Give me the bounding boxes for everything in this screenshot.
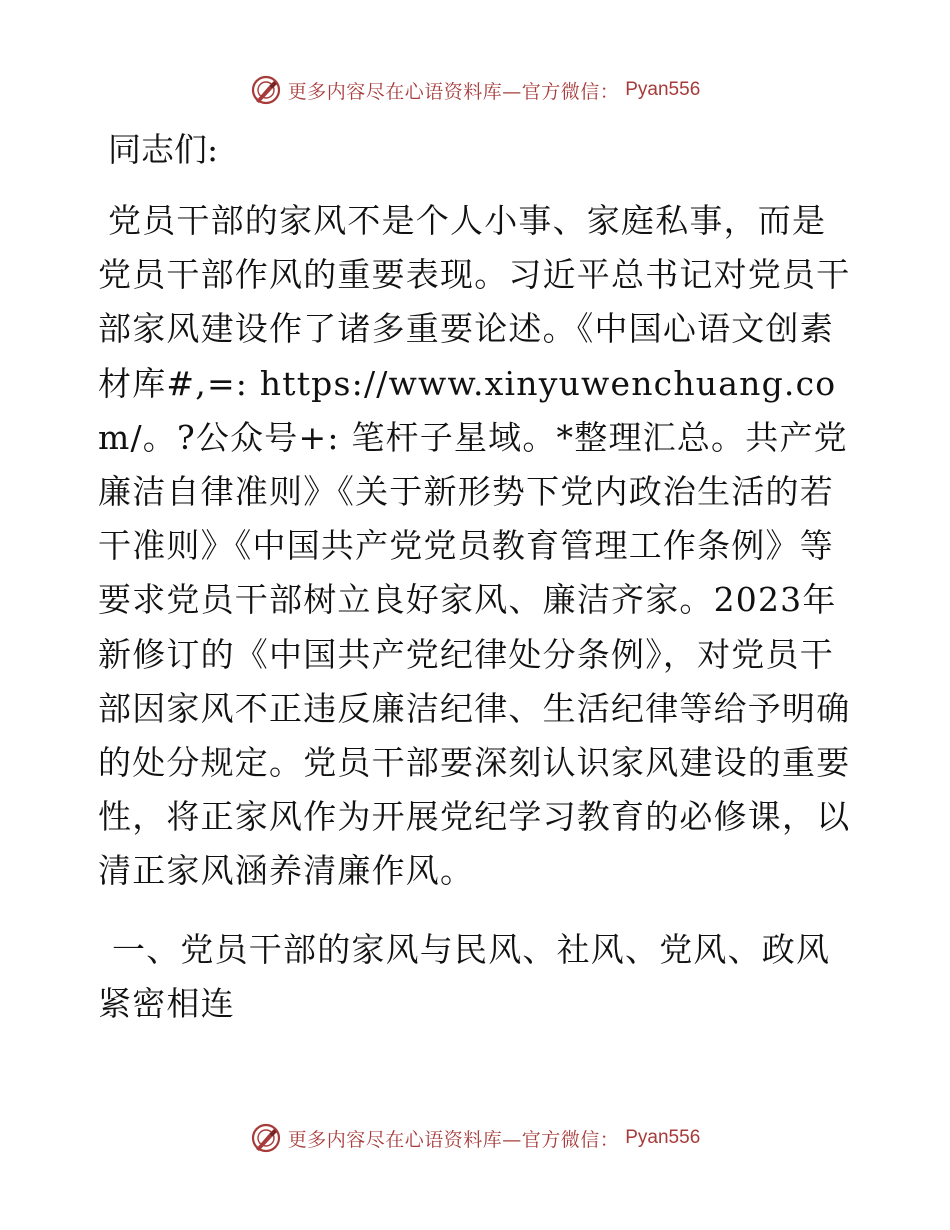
watermark-text: 更多内容尽在心语资料库—官方微信：	[287, 80, 620, 103]
watermark-wechat-id: Pyan556	[625, 1127, 701, 1148]
body-paragraph: 党员干部的家风不是个人小事、家庭私事，而是党员干部作风的重要表现。习近平总书记对党员干部家风建设作了诸多重要论述。《中国心语文创素材库#,=: https://www.xinyuwenchuang.com/。?公众号+: 笔杆子星域。*整理汇总。共产党廉洁自律准则》《关于新形势下党内政治生活的若干准则》《中国共产党党员教育管理工作条例》等要求党员干部树立良好家风、廉洁齐家。2023年新修订的《中国共产党纪律处分条例》，对党员干部因家风不正违反廉洁纪律、生活纪律等给予明确的处分规定。党员干部要深刻认识家风建设的重要性，将正家风作为开展党纪学习教育的必修课，以清正家风涵养清廉作风。	[98, 201, 851, 891]
watermark-text: 更多内容尽在心语资料库—官方微信：	[287, 1128, 620, 1151]
document-body	[98, 122, 858, 1031]
pen-logo-icon	[250, 1122, 282, 1154]
greeting: 同志们:	[108, 130, 219, 169]
footer-watermark	[0, 1118, 950, 1158]
header-watermark	[0, 70, 950, 110]
section-heading: 一、党员干部的家风与民风、社风、党风、政风紧密相连	[98, 929, 831, 1023]
watermark-wechat-id: Pyan556	[625, 79, 701, 100]
pen-logo-icon	[250, 74, 282, 106]
